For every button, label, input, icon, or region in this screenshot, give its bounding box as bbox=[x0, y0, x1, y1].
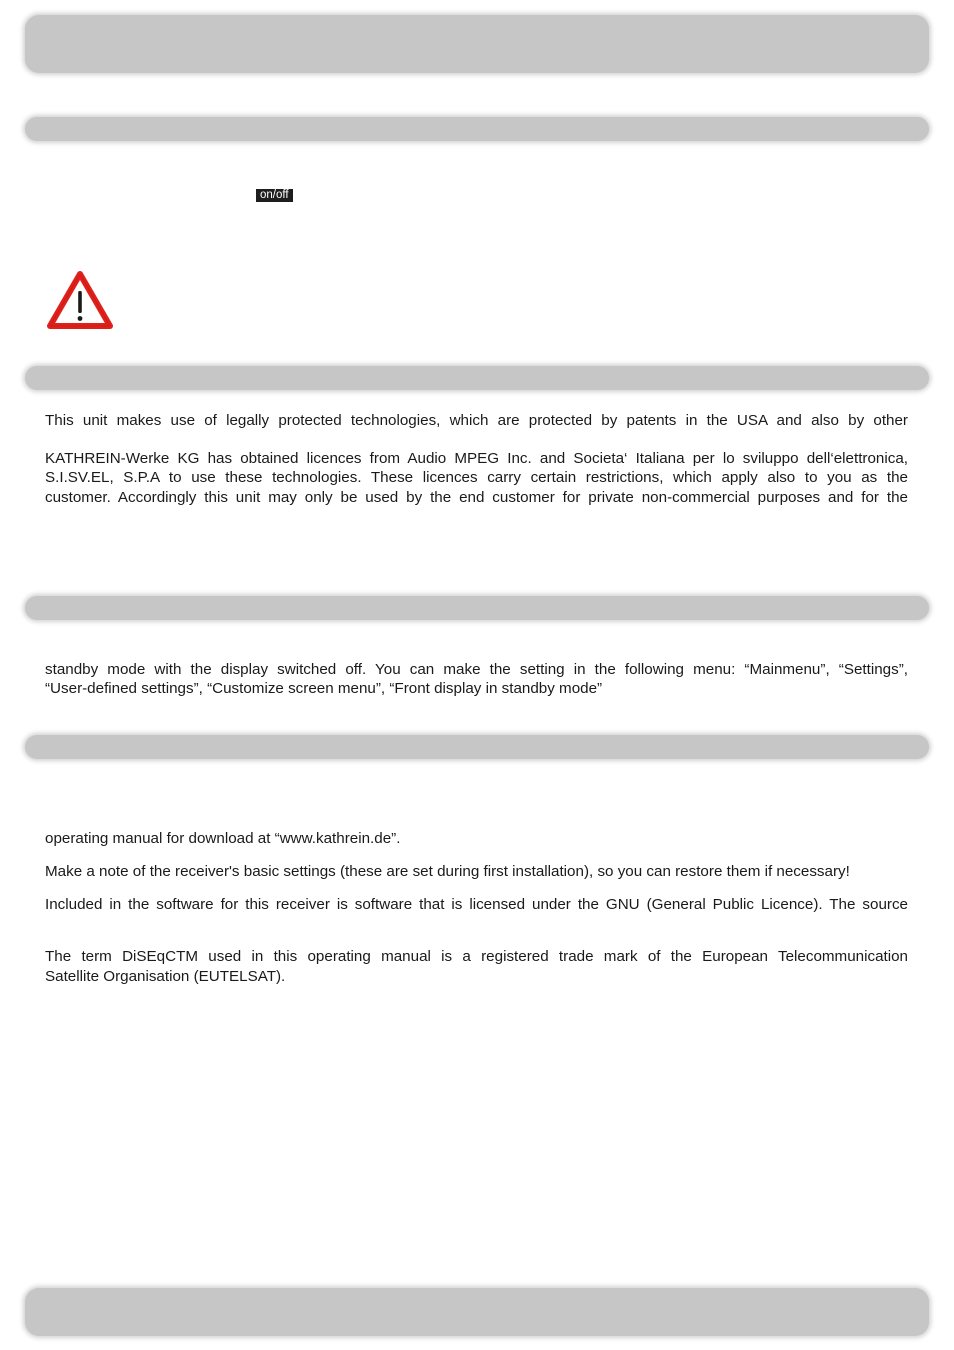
section-heading-bar-2 bbox=[25, 366, 929, 390]
licence-paragraph-2-line-2: S.I.SV.EL, S.P.A to use these technologies. These licences carry certain restrictions, which apply also to you as the bbox=[45, 469, 908, 486]
licence-paragraph-2-line-1: KATHREIN-Werke KG has obtained licences from Audio MPEG Inc. and Societa‘ Italiana per lo sviluppo dell‘elettronica, bbox=[45, 450, 908, 467]
notes-paragraph-3: Included in the software for this receiver is software that is licensed under the GNU (General Public Licence). The source bbox=[45, 896, 908, 913]
section-heading-bar-1 bbox=[25, 117, 929, 141]
licence-paragraph-1: This unit makes use of legally protected technologies, which are protected by patents in the USA and also by other bbox=[45, 412, 908, 429]
section-heading-bar-4 bbox=[25, 735, 929, 759]
standby-line-2: “User-defined settings”, “Customize screen menu”, “Front display in standby mode” bbox=[45, 680, 603, 697]
page-footer-bar bbox=[25, 1288, 929, 1336]
notes-paragraph-4-line-1: The term DiSEqCTM used in this operating manual is a registered trade mark of the European Telecommunication bbox=[45, 948, 908, 965]
notes-paragraph-1: operating manual for download at “www.kathrein.de”. bbox=[45, 830, 401, 847]
section-heading-bar-3 bbox=[25, 596, 929, 620]
licence-paragraph-2-line-3: customer. Accordingly this unit may only be used by the end customer for private non-commercial purposes and for the bbox=[45, 489, 908, 506]
standby-line-1: standby mode with the display switched off. You can make the setting in the following menu: “Mainmenu”, “Settings”, bbox=[45, 661, 908, 678]
warning-triangle-icon bbox=[46, 270, 114, 330]
notes-paragraph-2: Make a note of the receiver's basic settings (these are set during first installation), so you can restore them if necessary! bbox=[45, 863, 850, 880]
page-header-bar bbox=[25, 15, 929, 73]
onoff-key-label: on/off bbox=[256, 189, 293, 202]
notes-paragraph-4-line-2: Satellite Organisation (EUTELSAT). bbox=[45, 968, 286, 985]
